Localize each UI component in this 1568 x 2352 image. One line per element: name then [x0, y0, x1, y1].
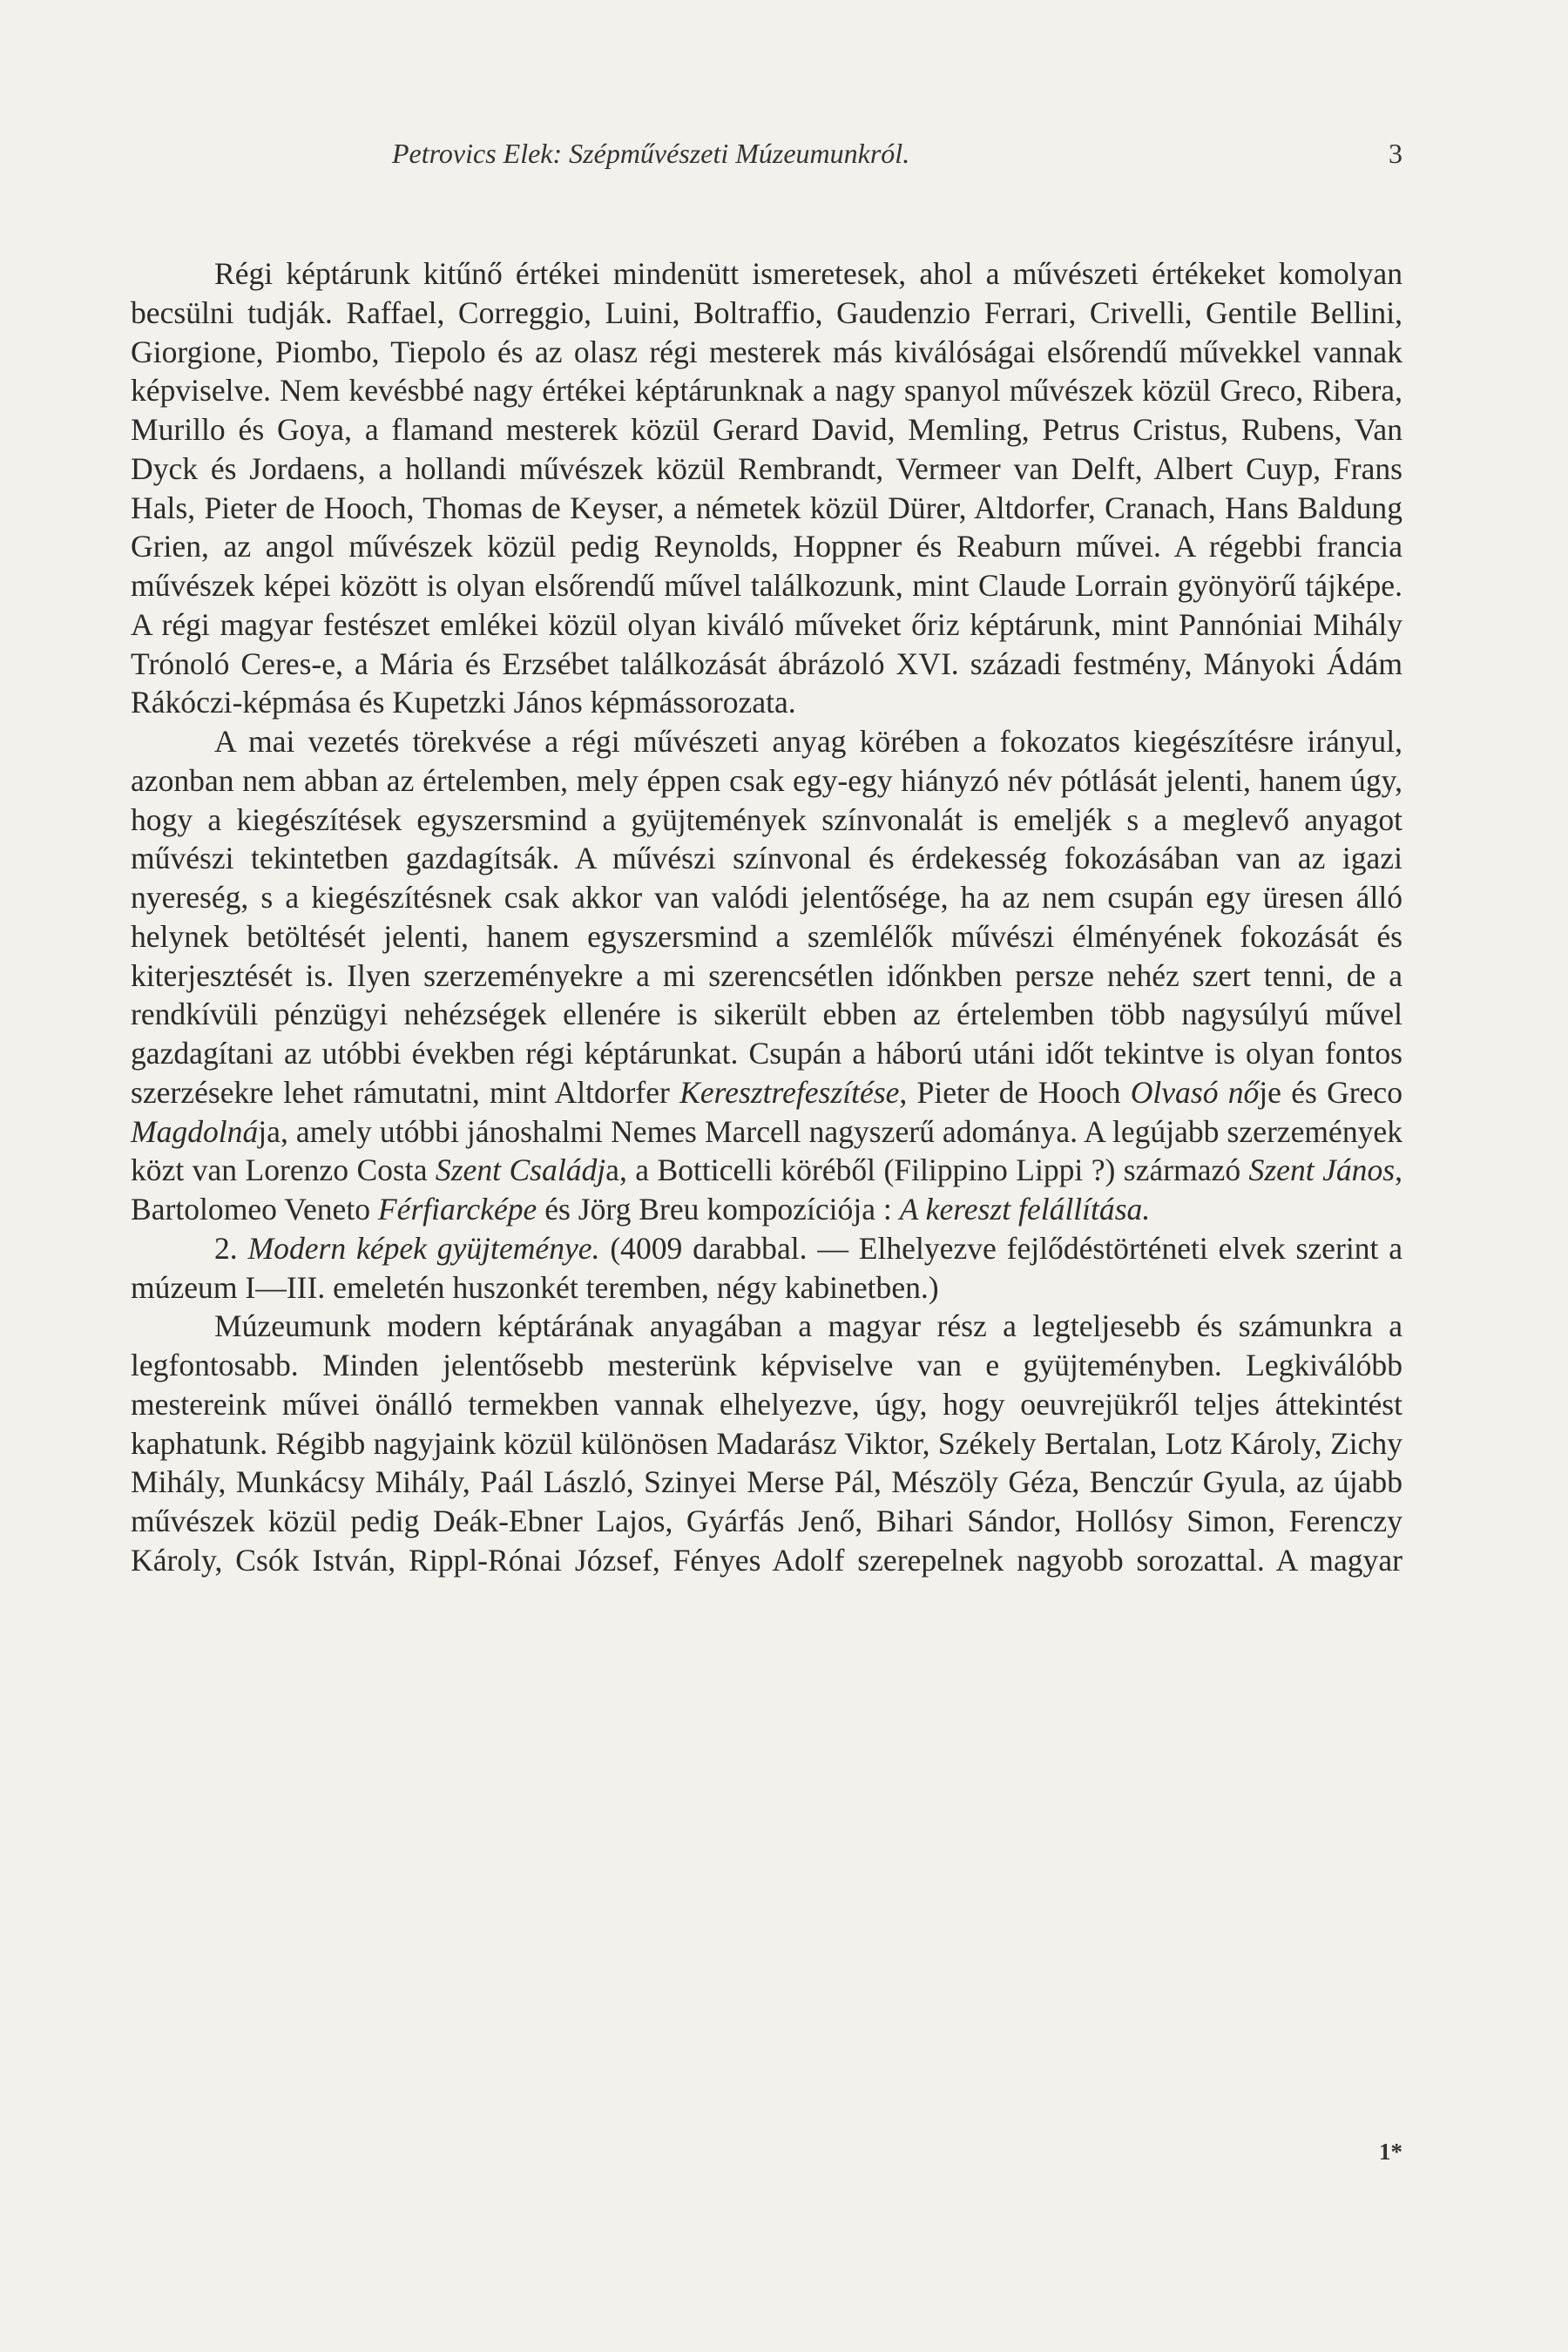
artwork-title: Férfiarcképe	[377, 1192, 537, 1227]
section-title: Modern képek gyüjteménye.	[247, 1230, 600, 1266]
text-run: a, a Botticelli köréből (Filippino Lippi ?) származó	[605, 1152, 1249, 1188]
running-title: Petrovics Elek: Szépművészeti Múzeumunkról.	[392, 138, 910, 169]
page-header	[131, 138, 1402, 181]
artwork-title: Magdolná	[131, 1113, 259, 1149]
body-text	[131, 254, 1402, 1580]
artwork-title: A kereszt felállítása.	[899, 1192, 1151, 1227]
text-run: , Pieter de Hooch	[899, 1074, 1131, 1110]
paragraph-old-masters: Régi képtárunk kitűnő értékei mindenütt ismeretesek, ahol a művészeti értékeket komolyan becsülni tudják. Raffael, Correggio, Luini, Boltraffio, Gaudenzio Ferrari, Crivelli, Gentile Bellini, Giorgione, Piombo, Tiepolo és az olasz régi mesterek más kiválóságai elsőrendű művekkel vannak képviselve. Nem kevésbbé nagy értékei képtárunknak a nagy spanyol művészek közül Greco, Ribera, Murillo és Goya, a flamand mesterek közül Gerard David, Memling, Petrus Cristus, Rubens, Van Dyck és Jordaens, a hollandi művészek közül Rembrandt, Vermeer van Delft, Albert Cuyp, Frans Hals, Pieter de Hooch, Thomas de Keyser, a németek közül Dürer, Altdorfer, Cranach, Hans Baldung Grien, az angol művészek közül pedig Reynolds, Hoppner és Reaburn művei. A régebbi francia művészek képei között is olyan elsőrendű művel találkozunk, mint Claude Lorrain gyönyörű tájképe. A régi magyar festészet emlékei közül olyan kiváló műveket őriz képtárunk, mint Pannóniai Mihály Trónoló Ceres-e, a Mária és Erzsébet találkozását ábrázoló XVI. századi festmény, Mányoki Ádám Rákóczi-képmása és Kupetzki János képmássorozata.	[131, 256, 1402, 720]
text-run: ja, amely utóbbi jánoshalmi Nemes Marcell nagyszerű adománya. A legújabb szerzemények közt van Lorenzo Costa	[131, 1113, 1402, 1188]
page-number: 3	[1389, 138, 1402, 169]
text-run: je és Greco	[1259, 1074, 1402, 1110]
paragraph-acquisitions	[131, 722, 1402, 1229]
text-run: és Jörg Breu kompozíciója :	[537, 1192, 900, 1227]
text-run: , Bartolomeo Veneto	[131, 1152, 1402, 1227]
section-note: (4009 darabbal. — Elhelyezve fejlődéstörténeti elvek szerint a múzeum I—III. emeletén huszonkét teremben, négy kabinetben.)	[131, 1230, 1403, 1305]
paragraph-modern-collection-heading	[131, 1229, 1402, 1308]
text-run: A mai vezetés törekvése a régi művészeti anyag körében a fokozatos kiegészítésre irányul, azonban nem abban az értelemben, mely éppen csak egy-egy hiányzó név pótlását jelenti, hanem úgy, hogy a kiegészítések egyszersmind a gyüjtemények színvonalát is emeljék s a meglevő anyagot művészi tekintetben gazdagítsák. A művészi színvonal és érdekesség fokozásában van az igazi nyereség, s a kiegészítésnek csak akkor van valódi jelentősége, ha az nem csupán egy üresen álló helynek betöltését jelenti, hanem egyszersmind a szemlélők művészi élményének fokozását és kiterjesztését is. Ilyen szerzeményekre a mi szerencsétlen időnkben persze nehéz szert tenni, de a rendkívüli pénzügyi nehézségek ellenére is sikerült ebben az értelemben több nagysúlyú művel gazdagítani az utóbbi években régi képtárunkat. Csupán a háború utáni időt tekintve is olyan fontos szerzésekre lehet rámutatni, mint Altdorfer	[131, 724, 1402, 1110]
printer-signature: 1*	[1379, 2139, 1402, 2165]
artwork-title: Keresztrefeszítése	[679, 1074, 900, 1110]
artwork-title: Szent Családj	[435, 1152, 606, 1188]
section-number: 2.	[214, 1230, 248, 1266]
paragraph-hungarian-painters: Múzeumunk modern képtárának anyagában a magyar rész a legteljesebb és számunkra a legfontosabb. Minden jelentősebb mesterünk képviselve van e gyüjteményben. Legkiválóbb mestereink művei önálló termekben vannak elhelyezve, úgy, hogy oeuvrejükről teljes áttekintést kaphatunk. Régibb nagyjaink közül különösen Madarász Viktor, Székely Bertalan, Lotz Károly, Zichy Mihály, Munkácsy Mihály, Paál László, Szinyei Merse Pál, Mészöly Géza, Benczúr Gyula, az újabb művészek közül pedig Deák-Ebner Lajos, Gyárfás Jenő, Bihari Sándor, Hollósy Simon, Ferenczy Károly, Csók István, Rippl-Rónai József, Fényes Adolf szerepelnek nagyobb sorozattal. A magyar	[131, 1308, 1402, 1578]
artwork-title: Szent János	[1248, 1152, 1396, 1188]
artwork-title: Olvasó nő	[1130, 1074, 1260, 1110]
